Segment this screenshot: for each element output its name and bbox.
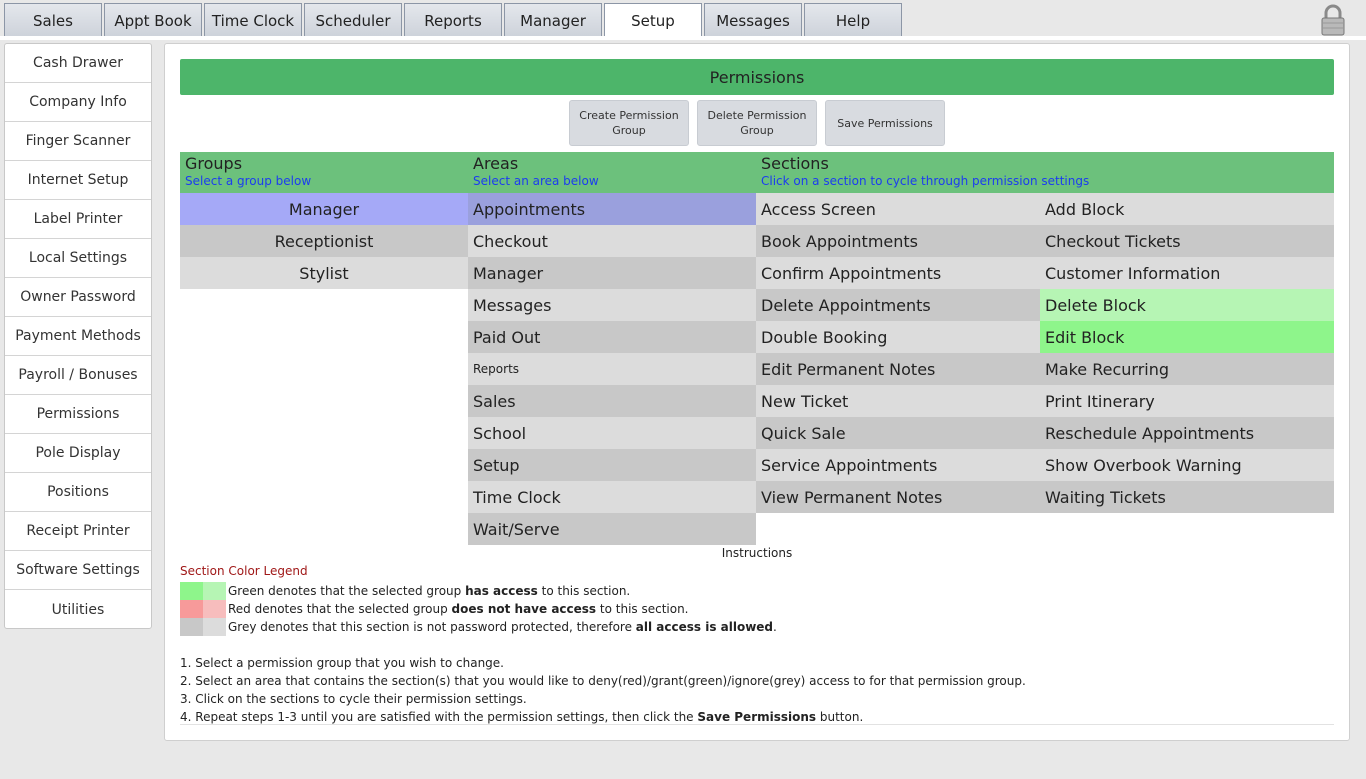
section-show-overbook-warning[interactable]: Show Overbook Warning bbox=[1040, 449, 1334, 481]
sidebar-item-company-info[interactable]: Company Info bbox=[5, 83, 151, 122]
save-permissions-button[interactable]: Save Permissions bbox=[825, 100, 945, 146]
section-delete-appointments[interactable]: Delete Appointments bbox=[756, 289, 1040, 321]
red-swatch bbox=[180, 600, 203, 618]
main-tabs bbox=[4, 3, 904, 38]
section-confirm-appointments[interactable]: Confirm Appointments bbox=[756, 257, 1040, 289]
groups-header bbox=[180, 152, 468, 193]
tab-setup[interactable]: Setup bbox=[604, 3, 702, 38]
areas-header bbox=[468, 152, 756, 193]
sidebar-item-software-settings[interactable]: Software Settings bbox=[5, 551, 151, 590]
step-4: 4. Repeat steps 1-3 until you are satisfied with the permission settings, then click the Save Permissions button. bbox=[180, 710, 864, 724]
section-waiting-tickets[interactable]: Waiting Tickets bbox=[1040, 481, 1334, 513]
sections-header bbox=[756, 152, 1334, 193]
legend-grey: Grey denotes that this section is not password protected, therefore all access is allowed. bbox=[180, 618, 777, 636]
instruction-steps bbox=[180, 654, 1026, 726]
tab-time-clock[interactable]: Time Clock bbox=[204, 3, 302, 37]
area-reports[interactable]: Reports bbox=[468, 353, 756, 385]
area-wait-serve[interactable]: Wait/Serve bbox=[468, 513, 756, 545]
section-view-permanent-notes[interactable]: View Permanent Notes bbox=[756, 481, 1040, 513]
area-manager[interactable]: Manager bbox=[468, 257, 756, 289]
groups-subtitle: Select a group below bbox=[185, 174, 312, 188]
tab-messages[interactable]: Messages bbox=[704, 3, 802, 37]
create-permission-group-button[interactable]: Create Permission Group bbox=[569, 100, 689, 146]
section-delete-block[interactable]: Delete Block bbox=[1040, 289, 1334, 321]
area-school[interactable]: School bbox=[468, 417, 756, 449]
sidebar-item-owner-password[interactable]: Owner Password bbox=[5, 278, 151, 317]
tab-reports[interactable]: Reports bbox=[404, 3, 502, 37]
sidebar-item-payment-methods[interactable]: Payment Methods bbox=[5, 317, 151, 356]
lock-icon[interactable] bbox=[1320, 4, 1346, 36]
setup-sidebar bbox=[4, 43, 152, 629]
legend-red: Red denotes that the selected group does not have access to this section. bbox=[180, 600, 689, 618]
area-sales[interactable]: Sales bbox=[468, 385, 756, 417]
section-new-ticket[interactable]: New Ticket bbox=[756, 385, 1040, 417]
light-red-swatch bbox=[203, 600, 226, 618]
page-title: Permissions bbox=[180, 59, 1334, 95]
areas-subtitle: Select an area below bbox=[473, 174, 599, 188]
sections-subtitle: Click on a section to cycle through permission settings bbox=[761, 174, 1090, 188]
tab-manager[interactable]: Manager bbox=[504, 3, 602, 37]
area-messages[interactable]: Messages bbox=[468, 289, 756, 321]
areas-title: Areas bbox=[473, 154, 519, 173]
divider bbox=[180, 724, 1334, 725]
sidebar-item-pole-display[interactable]: Pole Display bbox=[5, 434, 151, 473]
section-customer-information[interactable]: Customer Information bbox=[1040, 257, 1334, 289]
grey-swatch bbox=[180, 618, 203, 636]
area-time-clock[interactable]: Time Clock bbox=[468, 481, 756, 513]
section-service-appointments[interactable]: Service Appointments bbox=[756, 449, 1040, 481]
sidebar-item-permissions[interactable]: Permissions bbox=[5, 395, 151, 434]
sidebar-item-finger-scanner[interactable]: Finger Scanner bbox=[5, 122, 151, 161]
permissions-header bbox=[180, 152, 1334, 193]
sidebar-item-cash-drawer[interactable]: Cash Drawer bbox=[5, 44, 151, 83]
group-stylist[interactable]: Stylist bbox=[180, 257, 468, 289]
sidebar-item-positions[interactable]: Positions bbox=[5, 473, 151, 512]
tab-appt-book[interactable]: Appt Book bbox=[104, 3, 202, 37]
section-checkout-tickets[interactable]: Checkout Tickets bbox=[1040, 225, 1334, 257]
green-swatch bbox=[180, 582, 203, 600]
section-make-recurring[interactable]: Make Recurring bbox=[1040, 353, 1334, 385]
section-quick-sale[interactable]: Quick Sale bbox=[756, 417, 1040, 449]
tab-sales[interactable]: Sales bbox=[4, 3, 102, 37]
delete-permission-group-button[interactable]: Delete Permission Group bbox=[697, 100, 817, 146]
light-grey-swatch bbox=[203, 618, 226, 636]
section-edit-permanent-notes[interactable]: Edit Permanent Notes bbox=[756, 353, 1040, 385]
section-access-screen[interactable]: Access Screen bbox=[756, 193, 1040, 225]
tab-scheduler[interactable]: Scheduler bbox=[304, 3, 402, 37]
area-paid-out[interactable]: Paid Out bbox=[468, 321, 756, 353]
area-appointments[interactable]: Appointments bbox=[468, 193, 756, 225]
area-checkout[interactable]: Checkout bbox=[468, 225, 756, 257]
section-book-appointments[interactable]: Book Appointments bbox=[756, 225, 1040, 257]
permissions-panel bbox=[164, 43, 1350, 741]
tab-help[interactable]: Help bbox=[804, 3, 902, 37]
step-3: 3. Click on the sections to cycle their permission settings. bbox=[180, 692, 527, 706]
legend-green: Green denotes that the selected group has access to this section. bbox=[180, 582, 630, 600]
top-navigation bbox=[0, 0, 1366, 40]
sidebar-item-payroll-bonuses[interactable]: Payroll / Bonuses bbox=[5, 356, 151, 395]
sidebar-item-label-printer[interactable]: Label Printer bbox=[5, 200, 151, 239]
group-manager[interactable]: Manager bbox=[180, 193, 468, 225]
section-print-itinerary[interactable]: Print Itinerary bbox=[1040, 385, 1334, 417]
section-reschedule-appointments[interactable]: Reschedule Appointments bbox=[1040, 417, 1334, 449]
legend-title: Section Color Legend bbox=[180, 564, 308, 578]
area-setup[interactable]: Setup bbox=[468, 449, 756, 481]
step-2: 2. Select an area that contains the section(s) that you would like to deny(red)/grant(green)/ignore(grey) access to for that permission group. bbox=[180, 674, 1026, 688]
permission-actions bbox=[569, 100, 953, 146]
sidebar-item-receipt-printer[interactable]: Receipt Printer bbox=[5, 512, 151, 551]
step-1: 1. Select a permission group that you wish to change. bbox=[180, 656, 504, 670]
light-green-swatch bbox=[203, 582, 226, 600]
instructions-title: Instructions bbox=[721, 546, 793, 560]
group-receptionist[interactable]: Receptionist bbox=[180, 225, 468, 257]
section-edit-block[interactable]: Edit Block bbox=[1040, 321, 1334, 353]
groups-title: Groups bbox=[185, 154, 243, 173]
sidebar-item-internet-setup[interactable]: Internet Setup bbox=[5, 161, 151, 200]
section-add-block[interactable]: Add Block bbox=[1040, 193, 1334, 225]
sidebar-item-utilities[interactable]: Utilities bbox=[51, 601, 105, 618]
section-double-booking[interactable]: Double Booking bbox=[756, 321, 1040, 353]
sidebar-item-local-settings[interactable]: Local Settings bbox=[5, 239, 151, 278]
sections-title: Sections bbox=[761, 154, 829, 173]
